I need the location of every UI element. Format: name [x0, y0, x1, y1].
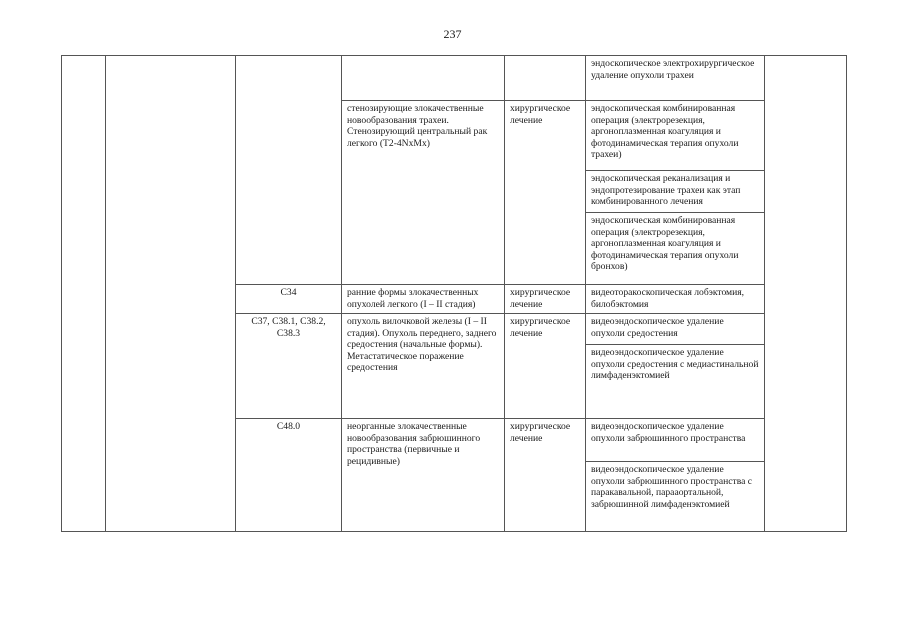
cell-treatment: эндоскопическая комбинированная операция (электрорезекция, аргоноплазменная коагуляция и фотодинамическая терапия опухоли трахеи) [586, 101, 765, 171]
cell-treatment: видеоэндоскопическое удаление опухоли забрюшинного пространства [586, 419, 765, 462]
cell-treatment: видеоэндоскопическое удаление опухоли средостения с медиастинальной лимфаденэктомией [586, 345, 765, 419]
cell-type: хирургическое лечение [505, 419, 586, 532]
cell-type: хирургическое лечение [505, 101, 586, 285]
page-number: 237 [443, 27, 462, 41]
cell-empty-col1 [62, 56, 106, 532]
cell-treatment: эндоскопическая реканализация и эндопротезирование трахеи как этап комбинированного лечения [586, 171, 765, 213]
cell-treatment: эндоскопическая комбинированная операция (электрорезекция, аргоноплазменная коагуляция и фотодинамическая терапия опухоли бронхов) [586, 213, 765, 285]
cell-diagnosis: стенозирующие злокачественные новообразования трахеи. Стенозирующий центральный рак легкого (T2-4NxMx) [342, 101, 505, 285]
cell-code [236, 56, 342, 285]
table-row [62, 56, 847, 101]
cell-empty-col2 [106, 56, 236, 532]
cell-type: хирургическое лечение [505, 314, 586, 419]
cell-treatment: видеоэндоскопическое удаление опухоли забрюшинного пространства с паракавальной, парааортальной, забрюшинной лимфаденэктомией [586, 462, 765, 532]
cell-treatment: видеоторакоскопическая лобэктомия, билобэктомия [586, 285, 765, 314]
cell-treatment: эндоскопическое электрохирургическое удаление опухоли трахеи [586, 56, 765, 101]
cell-diagnosis: опухоль вилочковой железы (I – II стадия). Опухоль переднего, заднего средостения (начальные формы). Метастатическое поражение средостения [342, 314, 505, 419]
cell-diagnosis: неорганные злокачественные новообразования забрюшинного пространства (первичные и рецидивные) [342, 419, 505, 532]
cell-treatment: видеоэндоскопическое удаление опухоли средостения [586, 314, 765, 345]
cell-empty-col7 [765, 56, 847, 532]
cell-code: C48.0 [236, 419, 342, 532]
cell-diagnosis [342, 56, 505, 101]
cell-code: C37, C38.1, C38.2, C38.3 [236, 314, 342, 419]
cell-diagnosis: ранние формы злокачественных опухолей легкого (I – II стадия) [342, 285, 505, 314]
treatment-table [61, 55, 847, 532]
cell-type: хирургическое лечение [505, 285, 586, 314]
cell-code: C34 [236, 285, 342, 314]
cell-type [505, 56, 586, 101]
